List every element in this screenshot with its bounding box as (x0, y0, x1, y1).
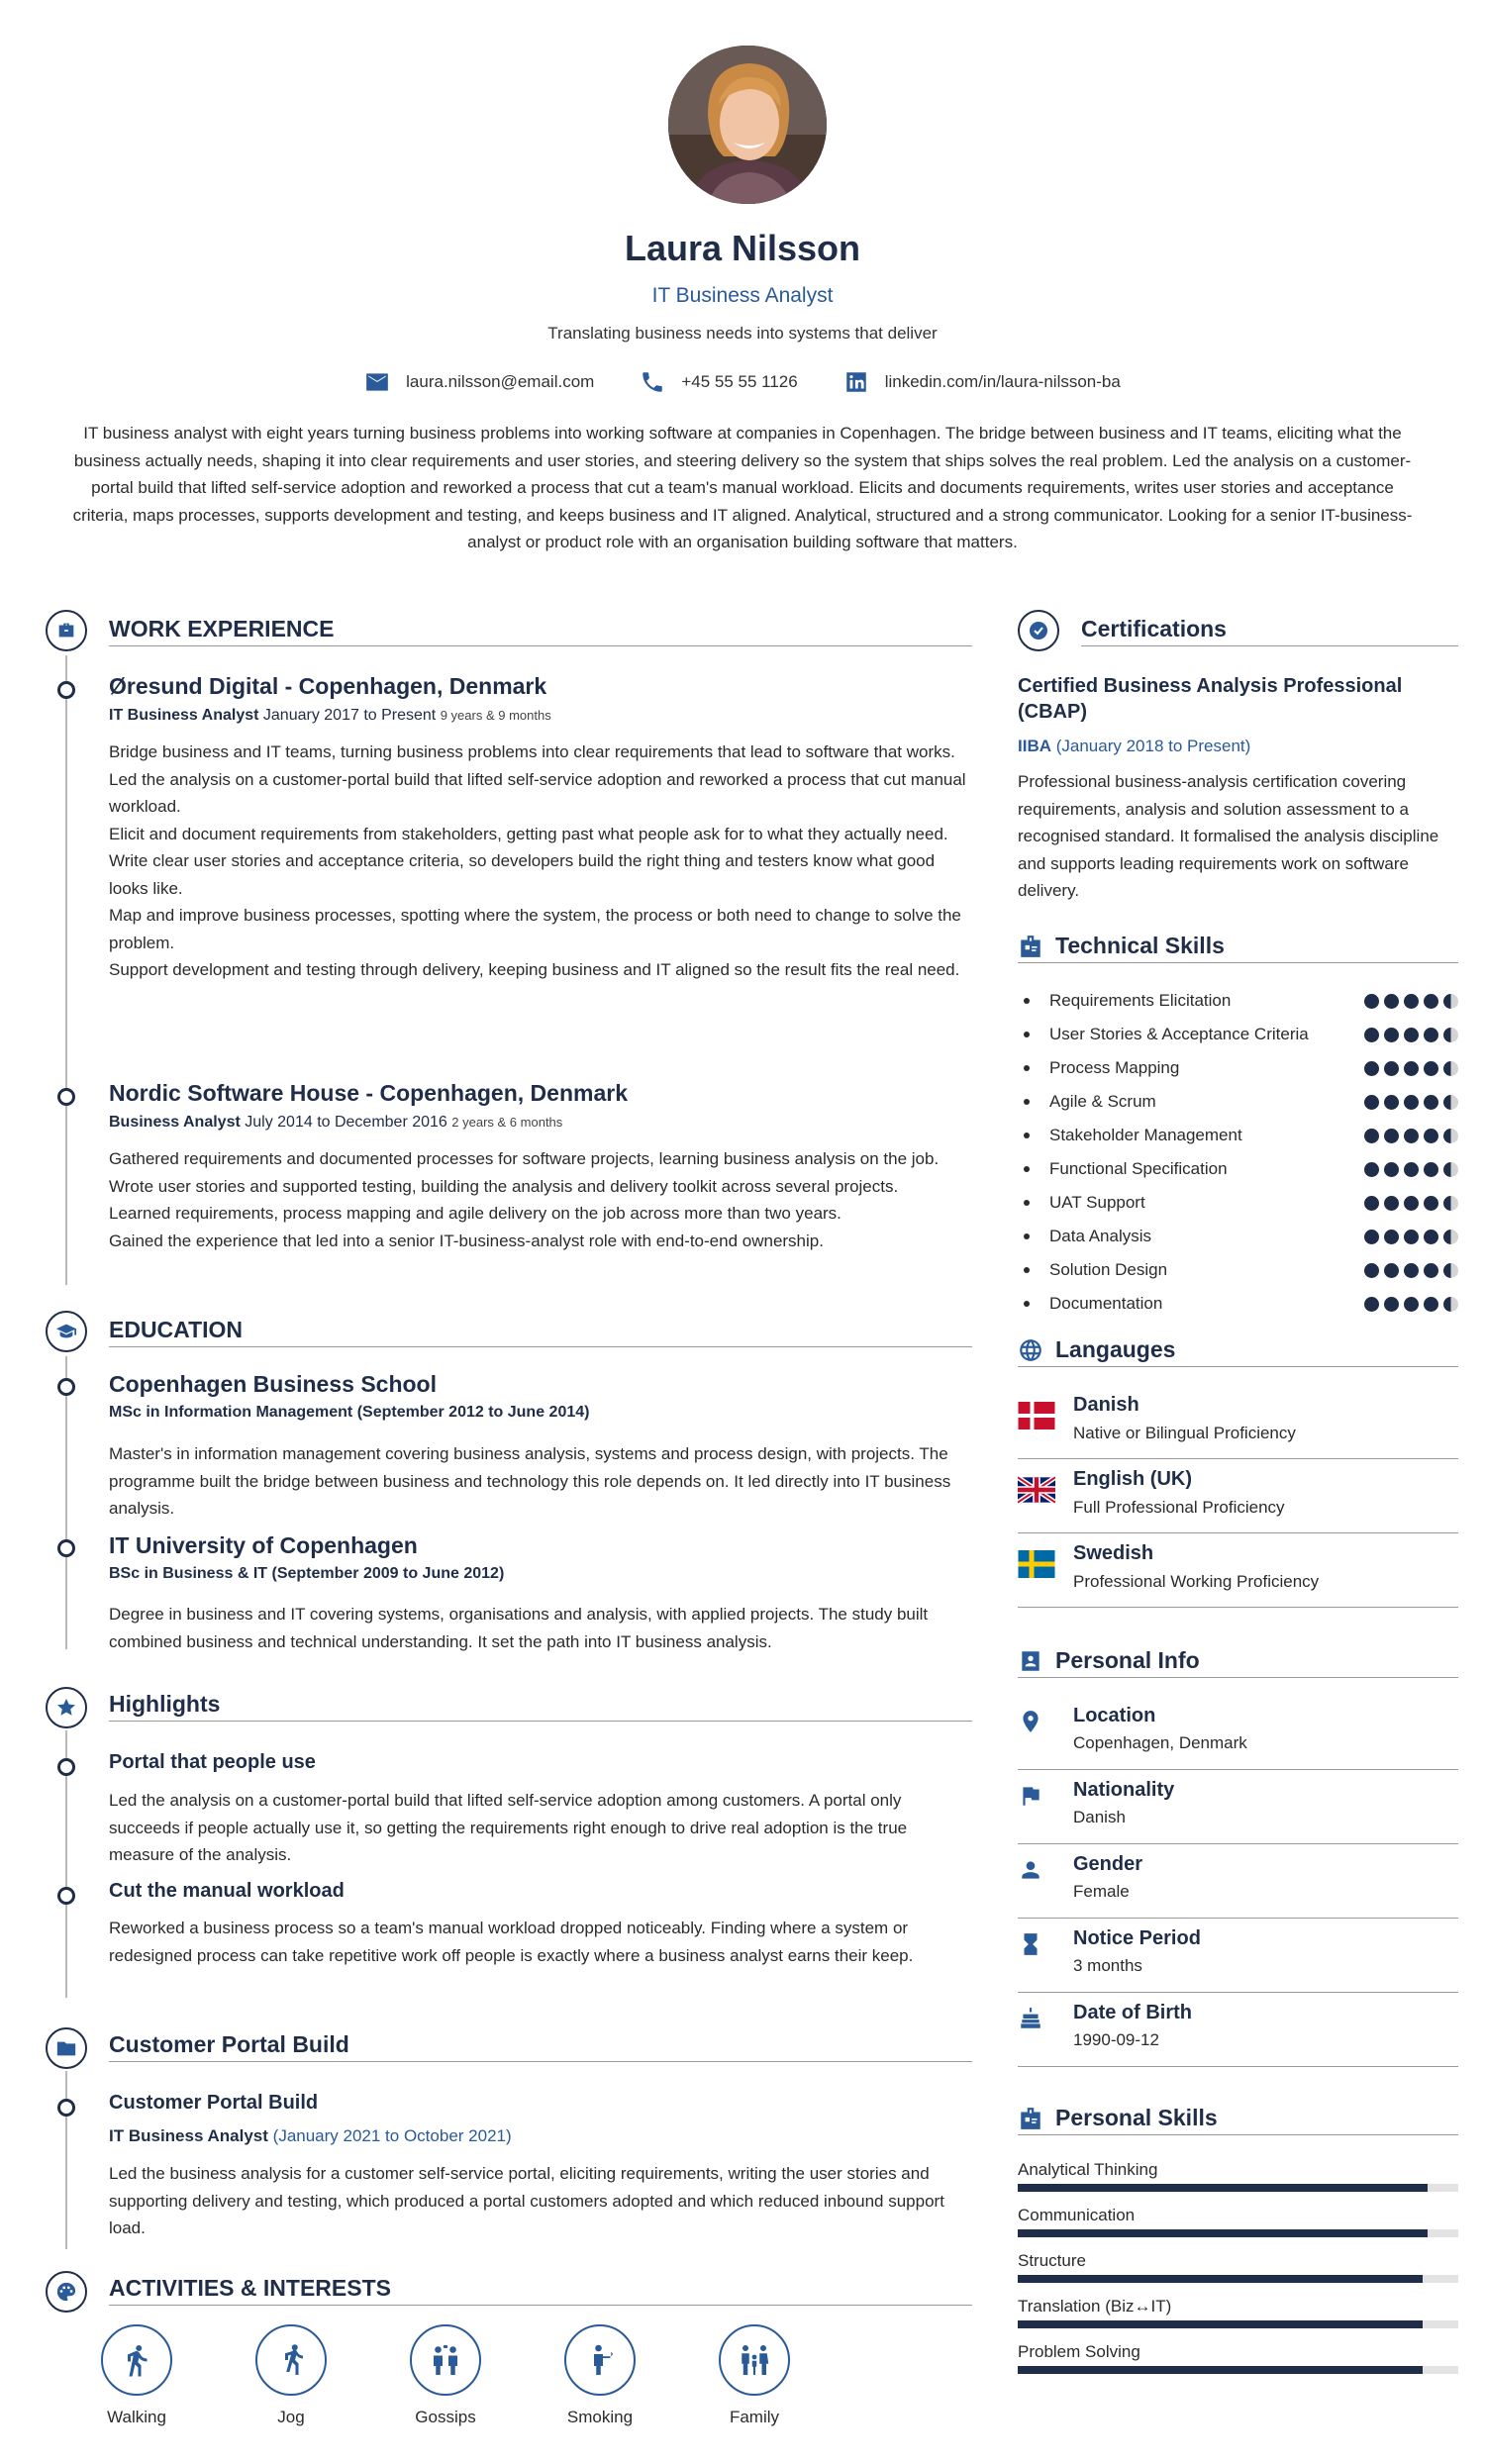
rating-dot (1443, 994, 1458, 1009)
technical-skill-item (1018, 1220, 1458, 1253)
project-description: Led the business analysis for a customer self-service portal, eliciting requirements, writing the user stories and supporting delivery and testing, which produced a portal customers adopted and which reduced inbound support load. (109, 2164, 944, 2237)
project-title: Customer Portal Build (109, 2092, 319, 2114)
people-talking-icon (410, 2324, 481, 2396)
linkedin-text[interactable]: linkedin.com/in/laura-nilsson-ba (884, 372, 1121, 391)
technical-skills-title: Technical Skills (1055, 933, 1225, 958)
profile-summary: IT business analyst with eight years turning business problems into working software at companies in Copenhagen. The bridge between business and IT teams, eliciting what the business actually needs, shaping it into clear requirements and user stories, and steering delivery so the system that ships solves the real problem. Led the analysis on a customer-portal build that lifted self-service adoption and reworked a process that cut a team's manual workload. Elicits and documents requirements, writes user stories and acceptance criteria, maps processes, supports development and testing, and keeps business and IT aligned. Analytical, structured and a strong communicator. Looking for a senior IT-business-analyst or product role with an organisation building software that matters. (72, 424, 1413, 551)
job-duration: 9 years & 9 months (440, 708, 551, 723)
technical-skill-item (1018, 1186, 1458, 1220)
degree-name: MSc in Information Management (109, 1404, 353, 1421)
language-item (1018, 1464, 1458, 1533)
rating-dot (1364, 1028, 1379, 1042)
timeline-dot (57, 1539, 75, 1557)
technical-skill-item (1018, 1253, 1458, 1287)
job-line: Bridge business and IT teams, turning business problems into clear requirements that lead to software that works. (109, 742, 955, 761)
skill-name: UAT Support (1049, 1193, 1145, 1212)
personal-info-item (1018, 1998, 1458, 2067)
personal-info-item (1018, 1775, 1458, 1844)
rating-dot (1364, 1196, 1379, 1211)
rating-dot (1384, 994, 1399, 1009)
rating-dot (1424, 1263, 1438, 1278)
job-role: IT Business Analyst (109, 707, 259, 724)
personal-info-heading (1018, 1647, 1458, 1678)
project-heading: Customer Portal Build (109, 2031, 972, 2062)
personal-skills-title: Personal Skills (1055, 2105, 1218, 2130)
personal-skill-bar (1018, 2184, 1458, 2192)
personal-skill-fill (1018, 2275, 1423, 2283)
rating-dot (1364, 1129, 1379, 1143)
rating-dot (1384, 1230, 1399, 1244)
rating-dot (1424, 1028, 1438, 1042)
phone-text[interactable]: +45 55 55 1126 (681, 372, 798, 391)
certification-issuer: IIBA (1018, 737, 1051, 755)
rating-dot (1404, 1095, 1419, 1110)
uk-flag (1018, 1476, 1055, 1504)
activity-item (677, 2324, 832, 2427)
personal-info-title: Personal Info (1055, 1647, 1200, 1673)
bullet (1024, 998, 1030, 1004)
rating-dot (1443, 1196, 1458, 1211)
flag-icon (1018, 1783, 1043, 1809)
bullet (1024, 1032, 1030, 1037)
work-experience-heading: WORK EXPERIENCE (109, 616, 972, 646)
degree-dates: (September 2012 to June 2014) (356, 1404, 590, 1421)
education-description: Degree in business and IT covering systems, organisations and analysis, with applied projects. The study built combined business and technical understanding. It set the path into IT business analysis. (109, 1605, 929, 1651)
job-dates: January 2017 to Present (262, 707, 437, 724)
school-name: IT University of Copenhagen (109, 1532, 418, 1558)
skill-name: Functional Specification (1049, 1159, 1228, 1178)
skill-name: Requirements Elicitation (1049, 991, 1232, 1010)
personal-skill-name: Problem Solving (1018, 2342, 1140, 2361)
technical-skill-item (1018, 984, 1458, 1018)
person-icon (1018, 1857, 1043, 1883)
job-line: Gained the experience that led into a senior IT-business-analyst role with end-to-end ownership. (109, 1231, 824, 1250)
personal-info-value: Copenhagen, Denmark (1073, 1733, 1247, 1752)
job-title: IT Business Analyst (651, 284, 834, 307)
rating-dot (1364, 1297, 1379, 1312)
personal-info-item (1018, 1849, 1458, 1919)
rating-dot (1404, 1129, 1419, 1143)
personal-info-value: Danish (1073, 1808, 1126, 1826)
job-company: Nordic Software House - Copenhagen, Denmark (109, 1080, 628, 1106)
rating-dot (1424, 1196, 1438, 1211)
id-badge-icon (1018, 2106, 1043, 2131)
language-name: Swedish (1073, 1542, 1154, 1564)
rating-dot (1384, 1162, 1399, 1177)
rating-dot (1443, 1263, 1458, 1278)
language-name: English (UK) (1073, 1468, 1192, 1490)
rating-dot (1404, 1028, 1419, 1042)
personal-skill-bar (1018, 2275, 1458, 2283)
rating-dot (1384, 1263, 1399, 1278)
cake-icon (1018, 2006, 1043, 2031)
rating-dot (1404, 1297, 1419, 1312)
rating-dot (1364, 1095, 1379, 1110)
denmark-flag (1018, 1402, 1055, 1429)
technical-skill-item (1018, 1287, 1458, 1321)
rating-dot (1404, 1196, 1419, 1211)
degree-meta (109, 1565, 504, 1583)
skill-rating (1364, 1230, 1458, 1244)
skill-name: User Stories & Acceptance Criteria (1049, 1025, 1309, 1043)
rating-dot (1384, 1297, 1399, 1312)
candidate-name: Laura Nilsson (624, 228, 861, 268)
job-meta (109, 707, 551, 725)
job-description (109, 1145, 975, 1254)
timeline-dot (57, 1378, 75, 1396)
rating-dot (1424, 1230, 1438, 1244)
rating-dot (1424, 994, 1438, 1009)
certification-dates: (January 2018 to Present) (1055, 737, 1251, 755)
activity-label: Smoking (566, 2408, 634, 2426)
personal-info-key: Date of Birth (1073, 2002, 1192, 2023)
skill-rating (1364, 1061, 1458, 1076)
rating-dot (1384, 1095, 1399, 1110)
phone-icon (640, 369, 665, 395)
skill-rating (1364, 1162, 1458, 1177)
skill-rating (1364, 1129, 1458, 1143)
bullet (1024, 1267, 1030, 1273)
tagline: Translating business needs into systems that deliver (547, 324, 938, 343)
activity-label: Family (729, 2408, 780, 2426)
personal-skill-bar (1018, 2320, 1458, 2328)
job-line: Map and improve business processes, spotting where the system, the process or both need to change to solve the problem. (109, 906, 961, 952)
rating-dot (1443, 1061, 1458, 1076)
skill-name: Solution Design (1049, 1260, 1168, 1279)
project-timeline (65, 2071, 67, 2249)
job-line: Led the analysis on a customer-portal build that lifted self-service adoption and reworked a process that cut manual workload. (109, 769, 966, 816)
skill-rating (1364, 994, 1458, 1009)
rating-dot (1364, 1162, 1379, 1177)
personal-skill-name: Analytical Thinking (1018, 2160, 1158, 2179)
globe-icon (1018, 1337, 1043, 1363)
hourglass-icon (1018, 1931, 1043, 1957)
rating-dot (1404, 1162, 1419, 1177)
graduation-cap-icon (46, 1311, 87, 1352)
personal-skill-name: Translation (Biz↔IT) (1018, 2297, 1172, 2316)
rating-dot (1364, 1061, 1379, 1076)
languages-heading (1018, 1336, 1458, 1367)
personal-skill-name: Communication (1018, 2206, 1136, 2224)
id-badge-icon (1018, 934, 1043, 959)
skill-name: Stakeholder Management (1049, 1126, 1242, 1144)
bullet (1024, 1133, 1030, 1138)
timeline-dot (57, 1758, 75, 1776)
rating-dot (1384, 1129, 1399, 1143)
bullet (1024, 1166, 1030, 1172)
project-role: IT Business Analyst (109, 2126, 268, 2145)
palette-icon (46, 2271, 87, 2313)
job-description (109, 739, 975, 984)
personal-skill-fill (1018, 2184, 1428, 2192)
rating-dot (1384, 1061, 1399, 1076)
certification-description: Professional business-analysis certification covering requirements, analysis and solution assessment to a recognised standard. It formalised the analysis discipline and supports leading requirements work on software delivery. (1018, 772, 1439, 900)
folder-icon (46, 2027, 87, 2069)
personal-info-value: 1990-09-12 (1073, 2030, 1159, 2049)
degree-meta (109, 1404, 589, 1422)
personal-skill-item (1018, 2342, 1458, 2374)
personal-skill-item (1018, 2206, 1458, 2237)
degree-dates: (September 2009 to June 2012) (271, 1565, 505, 1582)
sweden-flag (1018, 1550, 1055, 1578)
education-description: Master's in information management covering business analysis, systems and process design, with projects. The programme built the bridge between business and technology this role depends on. It led directly into IT business analysis. (109, 1444, 951, 1518)
education-heading: EDUCATION (109, 1317, 972, 1347)
activity-label: Walking (107, 2408, 166, 2426)
personal-info-item (1018, 1701, 1458, 1770)
education-timeline (65, 1356, 67, 1649)
rating-dot (1424, 1297, 1438, 1312)
rating-dot (1443, 1129, 1458, 1143)
profile-photo (668, 46, 827, 204)
highlights-heading: Highlights (109, 1691, 972, 1722)
rating-dot (1404, 1061, 1419, 1076)
activities-heading: ACTIVITIES & INTERESTS (109, 2275, 972, 2306)
rating-dot (1364, 1263, 1379, 1278)
personal-skill-name: Structure (1018, 2251, 1086, 2270)
technical-skill-item (1018, 1152, 1458, 1186)
job-dates: July 2014 to December 2016 (245, 1114, 447, 1131)
contact-row (0, 369, 1485, 395)
certification-meta (1018, 737, 1250, 756)
timeline-dot (57, 1088, 75, 1106)
degree-name: BSc in Business & IT (109, 1565, 268, 1582)
family-icon (719, 2324, 790, 2396)
timeline-dot (57, 681, 75, 699)
personal-info-key: Location (1073, 1705, 1156, 1726)
technical-skill-item (1018, 1085, 1458, 1119)
star-badge-icon (46, 1687, 87, 1728)
skill-name: Process Mapping (1049, 1058, 1180, 1077)
personal-info-key: Nationality (1073, 1779, 1175, 1801)
work-timeline (65, 655, 67, 1285)
certifications-heading: Certifications (1081, 616, 1458, 646)
technical-skill-item (1018, 1051, 1458, 1085)
skill-rating (1364, 1095, 1458, 1110)
personal-info-key: Gender (1073, 1853, 1143, 1875)
bullet (1024, 1301, 1030, 1307)
personal-skill-fill (1018, 2366, 1423, 2374)
contact-card-icon (1018, 1648, 1043, 1674)
rating-dot (1364, 1230, 1379, 1244)
linkedin-icon (843, 369, 869, 395)
job-company: Øresund Digital - Copenhagen, Denmark (109, 673, 547, 699)
bullet (1024, 1065, 1030, 1071)
technical-skill-item (1018, 1018, 1458, 1051)
timeline-dot (57, 1887, 75, 1905)
certification-name: Certified Business Analysis Professional (CBAP) (1018, 675, 1403, 723)
rating-dot (1424, 1162, 1438, 1177)
location-pin-icon (1018, 1709, 1043, 1734)
personal-skill-item (1018, 2160, 1458, 2192)
personal-skill-item (1018, 2251, 1458, 2283)
activity-label: Gossips (415, 2408, 476, 2426)
personal-info-value: Female (1073, 1882, 1130, 1901)
language-level: Professional Working Proficiency (1073, 1572, 1320, 1591)
rating-dot (1384, 1196, 1399, 1211)
language-level: Native or Bilingual Proficiency (1073, 1424, 1296, 1442)
briefcase-icon (46, 610, 87, 651)
skill-rating (1364, 1297, 1458, 1312)
technical-skill-item (1018, 1119, 1458, 1152)
skill-name: Documentation (1049, 1294, 1163, 1313)
personal-info-value: 3 months (1073, 1956, 1142, 1975)
activities-list (59, 2324, 832, 2427)
walking-icon (101, 2324, 172, 2396)
personal-info-item (1018, 1923, 1458, 1993)
rating-dot (1424, 1061, 1438, 1076)
activity-item (368, 2324, 523, 2427)
rating-dot (1443, 1230, 1458, 1244)
personal-skill-fill (1018, 2229, 1428, 2237)
rating-dot (1404, 1230, 1419, 1244)
personal-skill-bar (1018, 2229, 1458, 2237)
rating-dot (1424, 1095, 1438, 1110)
job-line: Write clear user stories and acceptance criteria, so developers build the right thing and testers know what good looks like. (109, 851, 936, 898)
technical-skills-list (1018, 984, 1458, 1321)
job-line: Gathered requirements and documented processes for software projects, learning business analysis on the job. (109, 1149, 940, 1168)
certificate-badge-icon (1018, 610, 1059, 651)
skill-rating (1364, 1196, 1458, 1211)
bullet (1024, 1233, 1030, 1239)
rating-dot (1384, 1028, 1399, 1042)
skill-rating (1364, 1263, 1458, 1278)
language-item (1018, 1538, 1458, 1608)
activity-label: Jog (277, 2408, 305, 2426)
rating-dot (1404, 994, 1419, 1009)
technical-skills-heading (1018, 933, 1458, 963)
job-role: Business Analyst (109, 1114, 241, 1131)
languages-title: Langauges (1055, 1336, 1176, 1362)
highlight-text: Led the analysis on a customer-portal build that lifted self-service adoption among customers. A portal only succeeds if people actually use it, so getting the requirements right enough to drive real adoption is the true measure of the analysis. (109, 1791, 908, 1864)
language-level: Full Professional Proficiency (1073, 1498, 1285, 1517)
smoking-person-icon (564, 2324, 636, 2396)
timeline-dot (57, 2099, 75, 2117)
email-icon (364, 369, 390, 395)
activity-item (59, 2324, 214, 2427)
running-icon (255, 2324, 327, 2396)
activity-item (214, 2324, 368, 2427)
phone-contact[interactable] (640, 369, 797, 395)
job-line: Learned requirements, process mapping and agile delivery on the job across more than two years. (109, 1204, 842, 1223)
email-contact[interactable] (364, 369, 594, 395)
personal-skill-bar (1018, 2366, 1458, 2374)
project-dates: (January 2021 to October 2021) (272, 2126, 512, 2145)
activity-item (523, 2324, 677, 2427)
bullet (1024, 1200, 1030, 1206)
job-duration: 2 years & 6 months (451, 1115, 563, 1130)
language-item (1018, 1390, 1458, 1459)
skill-name: Data Analysis (1049, 1227, 1151, 1245)
rating-dot (1443, 1162, 1458, 1177)
job-line: Elicit and document requirements from stakeholders, getting past what people ask for to what they actually need. (109, 824, 948, 843)
personal-skills-heading (1018, 2105, 1458, 2135)
language-name: Danish (1073, 1394, 1139, 1416)
job-line: Wrote user stories and supported testing, building the analysis and delivery toolkit across several projects. (109, 1176, 899, 1196)
email-text[interactable]: laura.nilsson@email.com (406, 372, 595, 391)
rating-dot (1364, 994, 1379, 1009)
personal-skill-fill (1018, 2320, 1423, 2328)
skill-name: Agile & Scrum (1049, 1092, 1156, 1111)
bullet (1024, 1099, 1030, 1105)
highlight-text: Reworked a business process so a team's manual workload dropped noticeably. Finding where a system or redesigned process can take repetitive work off people is exactly where a business analyst earns their keep. (109, 1919, 914, 1965)
school-name: Copenhagen Business School (109, 1371, 437, 1397)
rating-dot (1443, 1297, 1458, 1312)
rating-dot (1404, 1263, 1419, 1278)
highlight-title: Portal that people use (109, 1751, 316, 1773)
personal-skill-item (1018, 2297, 1458, 2328)
personal-info-key: Notice Period (1073, 1927, 1201, 1949)
highlight-title: Cut the manual workload (109, 1880, 345, 1902)
skill-rating (1364, 1028, 1458, 1042)
project-meta (109, 2126, 512, 2146)
rating-dot (1424, 1129, 1438, 1143)
job-line: Support development and testing through delivery, keeping business and IT aligned so the result fits the real need. (109, 960, 960, 979)
rating-dot (1443, 1095, 1458, 1110)
rating-dot (1443, 1028, 1458, 1042)
linkedin-contact[interactable] (843, 369, 1121, 395)
job-meta (109, 1114, 562, 1132)
